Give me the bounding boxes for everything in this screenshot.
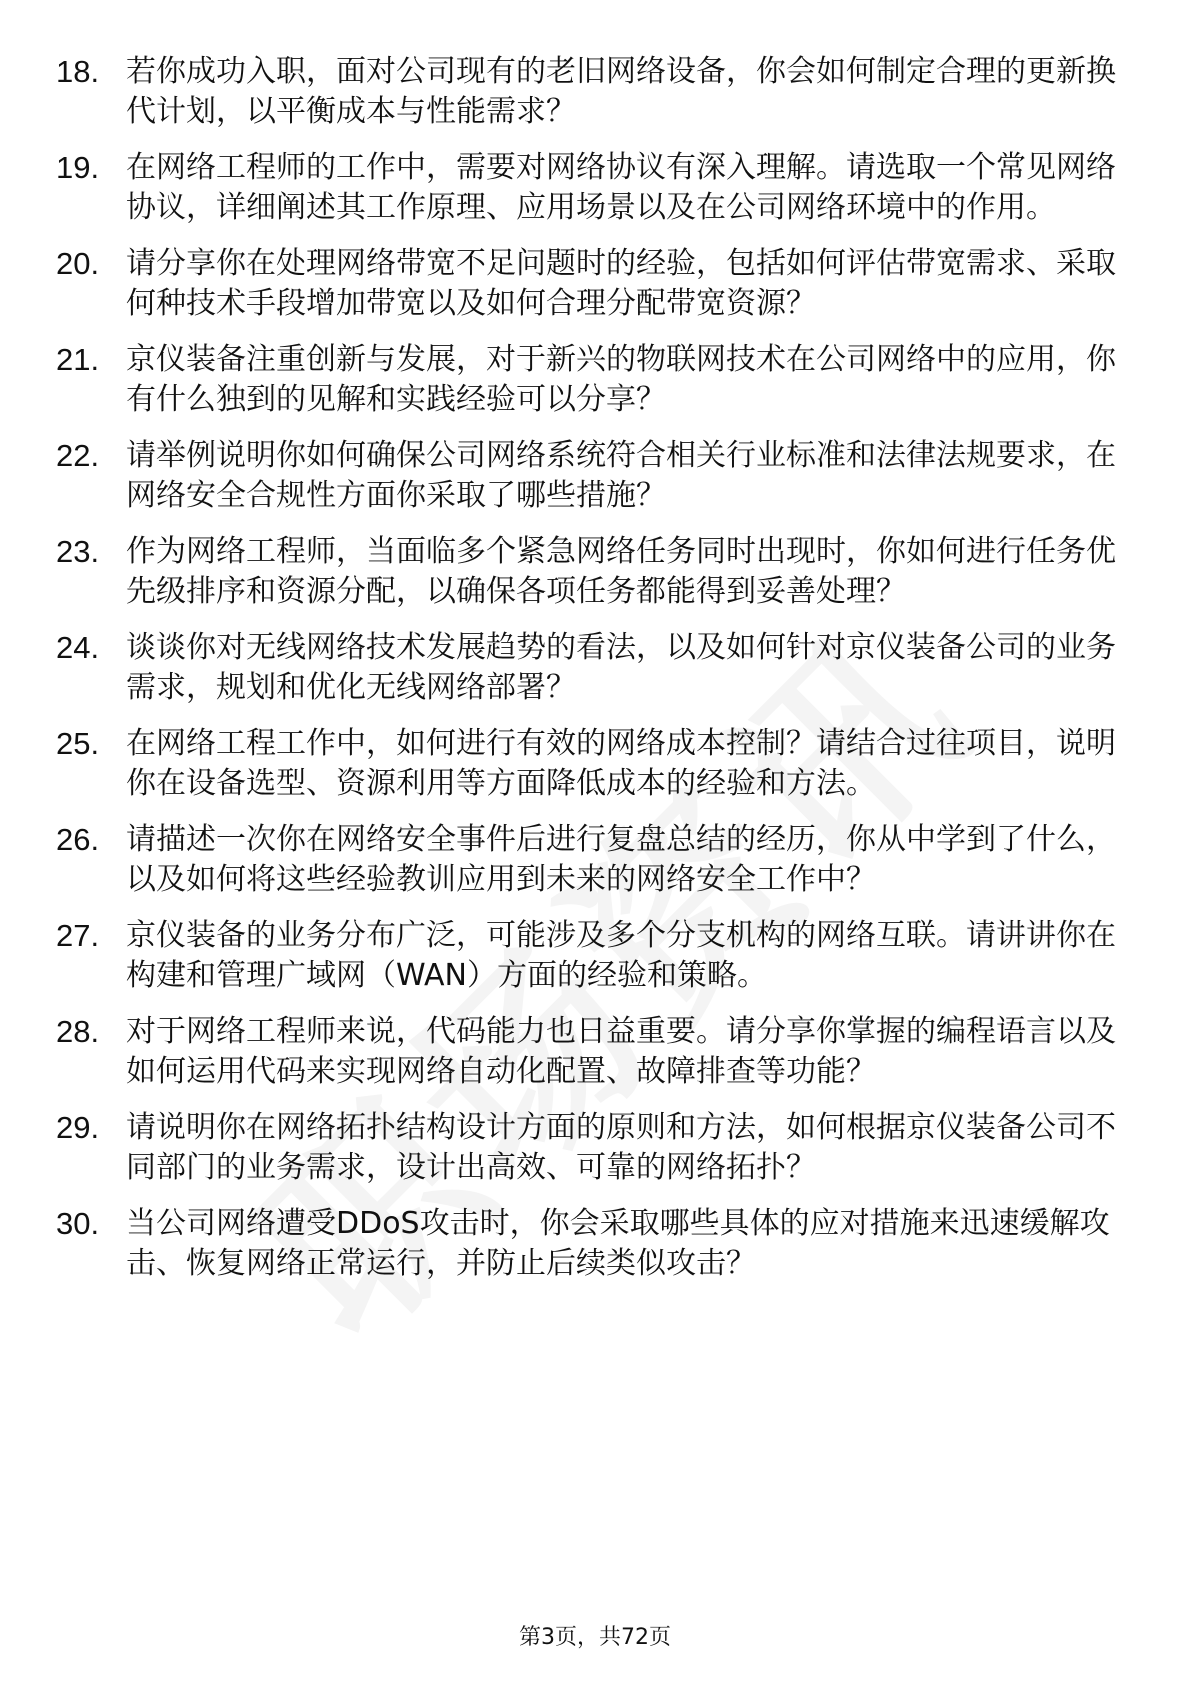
- page-footer: [0, 1620, 1190, 1651]
- question-item: [56, 532, 1126, 612]
- question-text: 谈谈你对无线网络技术发展趋势的看法，以及如何针对京仪装备公司的业务需求，规划和优化无线网络部署？: [126, 630, 1116, 705]
- question-number: 20.: [56, 246, 100, 281]
- question-item: [56, 628, 1126, 708]
- question-text: 作为网络工程师，当面临多个紧急网络任务同时出现时，你如何进行任务优先级排序和资源分配，以确保各项任务都能得到妥善处理？: [126, 534, 1116, 609]
- question-number: 22.: [56, 438, 100, 473]
- question-number: 21.: [56, 342, 100, 377]
- question-text: 请举例说明你如何确保公司网络系统符合相关行业标准和法律法规要求，在网络安全合规性方面你采取了哪些措施？: [126, 438, 1116, 513]
- question-item: [56, 52, 1126, 132]
- question-item: [56, 820, 1126, 900]
- question-number: 27.: [56, 918, 100, 953]
- question-item: [56, 1108, 1126, 1188]
- page-number-label: 第3页，共72页: [519, 1625, 671, 1650]
- question-text: 京仪装备的业务分布广泛，可能涉及多个分支机构的网络互联。请讲讲你在构建和管理广域网（WAN）方面的经验和策略。: [126, 918, 1116, 993]
- question-number: 30.: [56, 1206, 100, 1241]
- question-item: [56, 1012, 1126, 1092]
- question-text: 在网络工程工作中，如何进行有效的网络成本控制？请结合过往项目，说明你在设备选型、资源利用等方面降低成本的经验和方法。: [126, 726, 1116, 801]
- question-text: 京仪装备注重创新与发展，对于新兴的物联网技术在公司网络中的应用，你有什么独到的见解和实践经验可以分享？: [126, 342, 1116, 417]
- question-item: [56, 244, 1126, 324]
- question-item: [56, 916, 1126, 996]
- question-number: 23.: [56, 534, 100, 569]
- question-item: [56, 340, 1126, 420]
- question-text: 请描述一次你在网络安全事件后进行复盘总结的经历，你从中学到了什么，以及如何将这些经验教训应用到未来的网络安全工作中？: [126, 822, 1116, 897]
- question-text: 请说明你在网络拓扑结构设计方面的原则和方法，如何根据京仪装备公司不同部门的业务需求，设计出高效、可靠的网络拓扑？: [126, 1110, 1116, 1185]
- question-number: 19.: [56, 150, 100, 185]
- question-item: [56, 724, 1126, 804]
- question-text: 当公司网络遭受DDoS攻击时，你会采取哪些具体的应对措施来迅速缓解攻击、恢复网络正常运行，并防止后续类似攻击？: [126, 1206, 1110, 1281]
- question-number: 25.: [56, 726, 100, 761]
- question-list: [56, 52, 1126, 1300]
- question-text: 若你成功入职，面对公司现有的老旧网络设备，你会如何制定合理的更新换代计划，以平衡成本与性能需求？: [126, 54, 1116, 129]
- question-text: 请分享你在处理网络带宽不足问题时的经验，包括如何评估带宽需求、采取何种技术手段增加带宽以及如何合理分配带宽资源？: [126, 246, 1116, 321]
- question-item: [56, 1204, 1126, 1284]
- question-number: 29.: [56, 1110, 100, 1145]
- question-item: [56, 436, 1126, 516]
- question-number: 28.: [56, 1014, 100, 1049]
- question-number: 24.: [56, 630, 100, 665]
- question-number: 26.: [56, 822, 100, 857]
- question-text: 在网络工程师的工作中，需要对网络协议有深入理解。请选取一个常见网络协议，详细阐述其工作原理、应用场景以及在公司网络环境中的作用。: [126, 150, 1116, 225]
- question-text: 对于网络工程师来说，代码能力也日益重要。请分享你掌握的编程语言以及如何运用代码来实现网络自动化配置、故障排查等功能？: [126, 1014, 1116, 1089]
- question-item: [56, 148, 1126, 228]
- question-number: 18.: [56, 54, 100, 89]
